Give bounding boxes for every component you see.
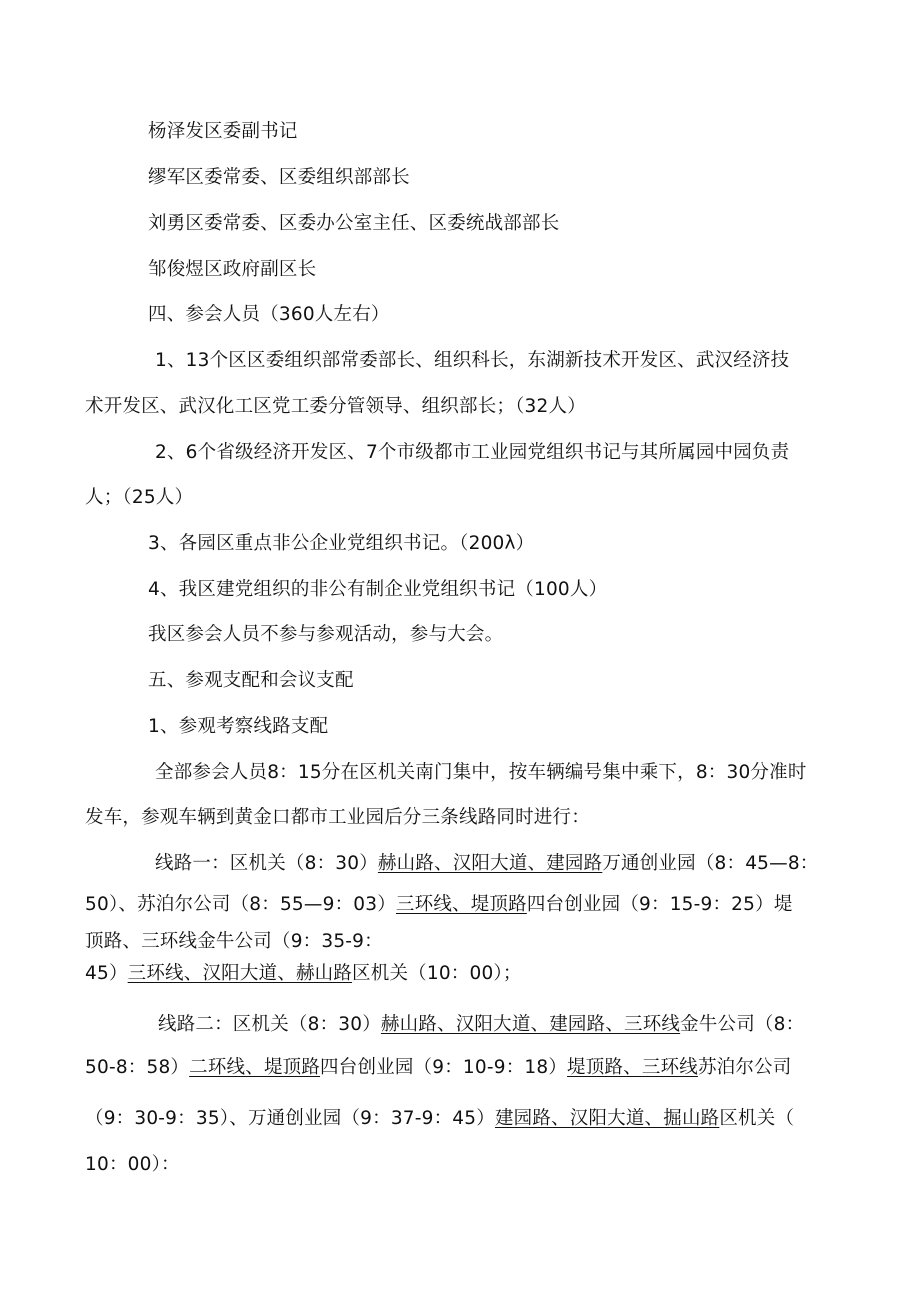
route-2-road-segment-4: 建园路、汉阳大道、掘山路 bbox=[494, 1108, 720, 1129]
route-1-line-1 bbox=[155, 852, 819, 876]
route-2-stop-2: 四台创业园（9：10-9：18） bbox=[320, 1057, 568, 1078]
route-2-road-segment-1: 赫山路、汉阳大道、建园路、三环线 bbox=[380, 1014, 681, 1035]
assembly-line-1: 全部参会人员8：15分在区机关南门集中，按车辆编号集中乘下，8：30分准时 bbox=[155, 762, 807, 783]
route-1-road-segment-2: 三环线、堤顶路 bbox=[395, 894, 527, 915]
attendee-note: 我区参会人员不参与参观活动，参与大会。 bbox=[148, 624, 504, 645]
subsection-1-title: 1、参观考察线路支配 bbox=[148, 716, 329, 737]
route-1-stop-4-end: 45） bbox=[85, 963, 128, 984]
route-2-line-3 bbox=[85, 1107, 794, 1131]
route-1-road-segment-3: 三环线、汉阳大道、赫山路 bbox=[127, 963, 353, 984]
attendee-item-3: 3、各园区重点非公企业党组织书记。（200λ） bbox=[148, 533, 535, 554]
route-2-stop-1-end: 50-8：58） bbox=[85, 1057, 190, 1078]
route-2-line-2 bbox=[85, 1056, 791, 1080]
route-2-road-segment-2: 二环线、堤顶路 bbox=[189, 1057, 321, 1078]
route-1-road-segment-1: 赫山路、汉阳大道、建园路 bbox=[377, 853, 603, 874]
leader-line-3: 刘勇区委常委、区委办公室主任、区委统战部部长 bbox=[148, 213, 560, 234]
route-1-stop-1: 万通创业园（8：45—8： bbox=[602, 853, 819, 874]
route-1-start: 线路一：区机关（8：30） bbox=[155, 853, 378, 874]
route-1-line-2 bbox=[85, 893, 793, 917]
section-5-title: 五、参观支配和会议支配 bbox=[148, 670, 354, 691]
route-1-stop-3: 四台创业园（9：15-9：25）堤 bbox=[526, 894, 793, 915]
assembly-line-2: 发车，参观车辆到黄金口都市工业园后分三条线路同时进行： bbox=[85, 807, 590, 828]
route-1-line-4 bbox=[85, 962, 522, 986]
attendee-item-2-line-2: 人；（25人） bbox=[85, 487, 194, 508]
route-2-start: 线路二：区机关（8：30） bbox=[158, 1014, 381, 1035]
route-2-road-segment-3: 堤顶路、三环线 bbox=[567, 1057, 698, 1078]
route-2-line-4: 10：00）： bbox=[85, 1154, 180, 1175]
route-2-stop-3: 苏泊尔公司 bbox=[697, 1057, 792, 1078]
leader-line-2: 缪军区委常委、区委组织部部长 bbox=[148, 167, 410, 188]
route-1-line-3: 顶路、三环线金牛公司（9：35-9： bbox=[85, 931, 383, 952]
route-2-stop-1: 金牛公司（8： bbox=[680, 1014, 805, 1035]
attendee-item-1-line-2: 术开发区、武汉化工区党工委分管领导、组织部长；（32人） bbox=[85, 396, 586, 417]
route-2-return: 区机关（ bbox=[719, 1108, 795, 1129]
attendee-item-1-line-1: 1、13个区区委组织部常委部长、组织科长，东湖新技术开发区、武汉经济技 bbox=[155, 350, 790, 371]
leader-line-4: 邹俊煜区政府副区长 bbox=[148, 259, 317, 280]
route-1-return: 区机关（10：00）； bbox=[352, 963, 522, 984]
section-4-title: 四、参会人员（360人左右） bbox=[148, 304, 390, 325]
attendee-item-2-line-1: 2、6个省级经济开发区、7个市级都市工业园党组织书记与其所属园中园负责 bbox=[155, 442, 790, 463]
leader-line-1: 杨泽发区委副书记 bbox=[148, 121, 298, 142]
attendee-item-4: 4、我区建党组织的非公有制企业党组织书记（100人） bbox=[148, 579, 608, 600]
route-2-line-1 bbox=[158, 1013, 804, 1037]
route-2-stops-3-4: （9：30-9：35）、万通创业园（9：37-9：45） bbox=[85, 1108, 495, 1129]
route-1-stop-2: 50）、苏泊尔公司（8：55—9：03） bbox=[85, 894, 396, 915]
